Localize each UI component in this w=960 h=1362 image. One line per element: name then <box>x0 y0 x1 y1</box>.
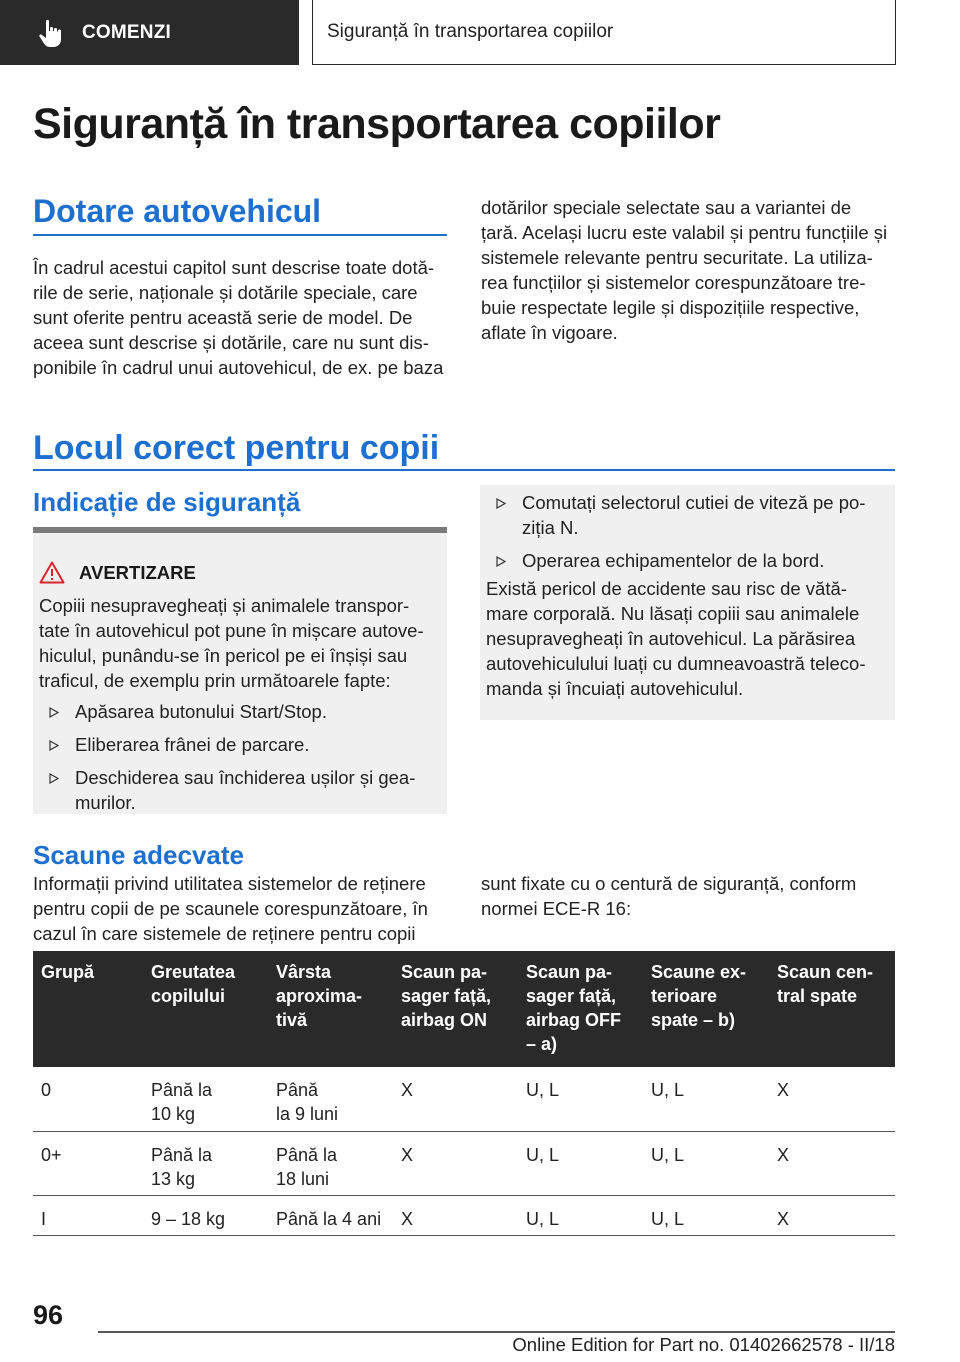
text-line: Copiii nesupravegheați și animalele transpor- <box>39 595 410 616</box>
page-title: Siguranță în transportarea copiilor <box>33 100 721 148</box>
text-line: nesupravegheați în autovehicul. La părăsirea <box>486 628 856 649</box>
text-line: În cadrul acestui capitol sunt descrise toate dotă- <box>33 257 435 278</box>
warning-title: AVERTIZARE <box>79 561 196 583</box>
text-line: buie respectate legile și dispozițiile respective, <box>481 297 860 318</box>
text-line: sunt oferite pentru această serie de model. De <box>33 307 413 328</box>
text-line: normei ECE-R 16: <box>481 898 632 919</box>
heading-rule <box>33 234 447 236</box>
table-cell: I <box>33 1195 143 1235</box>
text-line: pentru copii de pe scaunele corespunzătoare, în <box>33 898 428 919</box>
table-cell: U, L <box>518 1195 643 1235</box>
text-line: mare corporală. Nu lăsați copiii sau animalele <box>486 603 860 624</box>
column-header: Scaun pa- sager față, airbag ON <box>393 951 518 1067</box>
text-line: sistemele relevante pentru securitate. La utiliza- <box>481 247 873 268</box>
bullet-triangle-icon <box>49 773 59 784</box>
table-cell: Până la 18 luni <box>268 1131 393 1195</box>
dotare-left-text <box>33 255 443 380</box>
table-row <box>33 1067 895 1131</box>
warning-bullet-list <box>39 699 415 815</box>
warning-triangle-icon <box>39 561 65 584</box>
footer-edition: Online Edition for Part no. 01402662578 - II/18 <box>512 1334 895 1355</box>
warning-bullet-list <box>486 490 865 573</box>
footer-rule <box>98 1331 895 1333</box>
text-line: țară. Același lucru este valabil și pentru funcțiile și <box>481 222 888 243</box>
bullet-text: Deschiderea sau închiderea ușilor și gea- <box>75 767 416 788</box>
bullet-triangle-icon <box>49 707 59 718</box>
table-cell: X <box>769 1067 895 1131</box>
heading-dotare-autovehicul: Dotare autovehicul <box>33 193 322 229</box>
text-line: Informații privind utilitatea sistemelor de reținere <box>33 873 426 894</box>
table-cell: Până la 10 kg <box>143 1067 268 1131</box>
warning-box-continuation <box>480 485 895 720</box>
bullet-item <box>39 699 415 724</box>
table-cell: U, L <box>518 1131 643 1195</box>
child-seat-table <box>33 951 895 1236</box>
warning-header <box>39 561 196 584</box>
table-cell: Până la 9 luni <box>268 1067 393 1131</box>
bullet-triangle-icon <box>49 740 59 751</box>
bullet-text: Apăsarea butonului Start/Stop. <box>75 701 327 722</box>
table-cell: Până la 4 ani <box>268 1195 393 1235</box>
dotare-right-text <box>481 195 887 345</box>
hand-pointer-icon <box>38 18 64 48</box>
warning-box <box>33 527 447 814</box>
table-header-row <box>33 951 895 1067</box>
text-line: hiculul, punându-se în pericol pe ei înșiși sau <box>39 645 408 666</box>
text-line: traficul, de exemplu prin următoarele fapte: <box>39 670 391 691</box>
warning-continuation-text <box>486 576 865 701</box>
column-header: Scaun cen- tral spate <box>769 951 895 1067</box>
heading-rule <box>33 469 895 471</box>
column-header: Grupă <box>33 951 143 1067</box>
table-cell: 0+ <box>33 1131 143 1195</box>
bullet-item <box>486 548 865 573</box>
text-line: rea funcțiilor și sistemelor corespunzătoare tre- <box>481 272 866 293</box>
column-header: Greutatea copilului <box>143 951 268 1067</box>
breadcrumb: Siguranță în transportarea copiilor <box>312 0 896 65</box>
table-cell: U, L <box>643 1195 769 1235</box>
scaune-left-text <box>33 871 428 946</box>
table-row <box>33 1195 895 1235</box>
table-cell: X <box>393 1131 518 1195</box>
bullet-text: Eliberarea frânei de parcare. <box>75 734 310 755</box>
table-cell: X <box>769 1131 895 1195</box>
column-header: Scaune ex- terioare spate – b) <box>643 951 769 1067</box>
table-cell: X <box>769 1195 895 1235</box>
table-cell: U, L <box>518 1067 643 1131</box>
bullet-item <box>39 765 415 815</box>
column-header: Scaun pa- sager față, airbag OFF – a) <box>518 951 643 1067</box>
text-line: tate în autovehicul pot pune în mișcare autove- <box>39 620 424 641</box>
text-line: autovehiculului luați cu dumneavoastră teleco- <box>486 653 866 674</box>
section-label: COMENZI <box>82 21 172 43</box>
table-cell: X <box>393 1067 518 1131</box>
text-line: ponibile în cadrul unui autovehicul, de ex. pe baza <box>33 357 444 378</box>
text-line: sunt fixate cu o centură de siguranță, conform <box>481 873 857 894</box>
table-cell: 0 <box>33 1067 143 1131</box>
subheading-scaune-adecvate: Scaune adecvate <box>33 840 245 870</box>
text-line: cazul în care sistemele de reținere pentru copii <box>33 923 416 944</box>
text-line: aflate în vigoare. <box>481 322 618 343</box>
bullet-text: ziția N. <box>522 517 579 538</box>
bullet-item <box>39 732 415 757</box>
text-line: aceea sunt descrise și dotările, care nu sunt dis- <box>33 332 429 353</box>
page-number: 96 <box>33 1300 64 1330</box>
bullet-text: murilor. <box>75 792 136 813</box>
subheading-indicatie-siguranta: Indicație de siguranță <box>33 487 301 517</box>
table-cell: X <box>393 1195 518 1235</box>
heading-locul-corect: Locul corect pentru copii <box>33 429 440 467</box>
warning-text <box>39 593 424 693</box>
table-cell: 9 – 18 kg <box>143 1195 268 1235</box>
bullet-item <box>486 490 865 540</box>
bullet-triangle-icon <box>496 556 506 567</box>
table-cell: U, L <box>643 1067 769 1131</box>
bullet-text: Comutați selectorul cutiei de viteză pe po- <box>522 492 866 513</box>
bullet-triangle-icon <box>496 498 506 509</box>
table-cell: U, L <box>643 1131 769 1195</box>
text-line: dotărilor speciale selectate sau a variantei de <box>481 197 852 218</box>
text-line: rile de serie, naționale și dotările speciale, care <box>33 282 418 303</box>
scaune-right-text <box>481 871 856 921</box>
text-line: Există pericol de accidente sau risc de vătă- <box>486 578 847 599</box>
table-cell: Până la 13 kg <box>143 1131 268 1195</box>
text-line: manda și încuiați autovehiculul. <box>486 678 744 699</box>
section-tab-comenzi[interactable] <box>0 0 299 65</box>
bullet-text: Operarea echipamentelor de la bord. <box>522 550 825 571</box>
column-header: Vârsta aproxima- tivă <box>268 951 393 1067</box>
table-row <box>33 1131 895 1195</box>
